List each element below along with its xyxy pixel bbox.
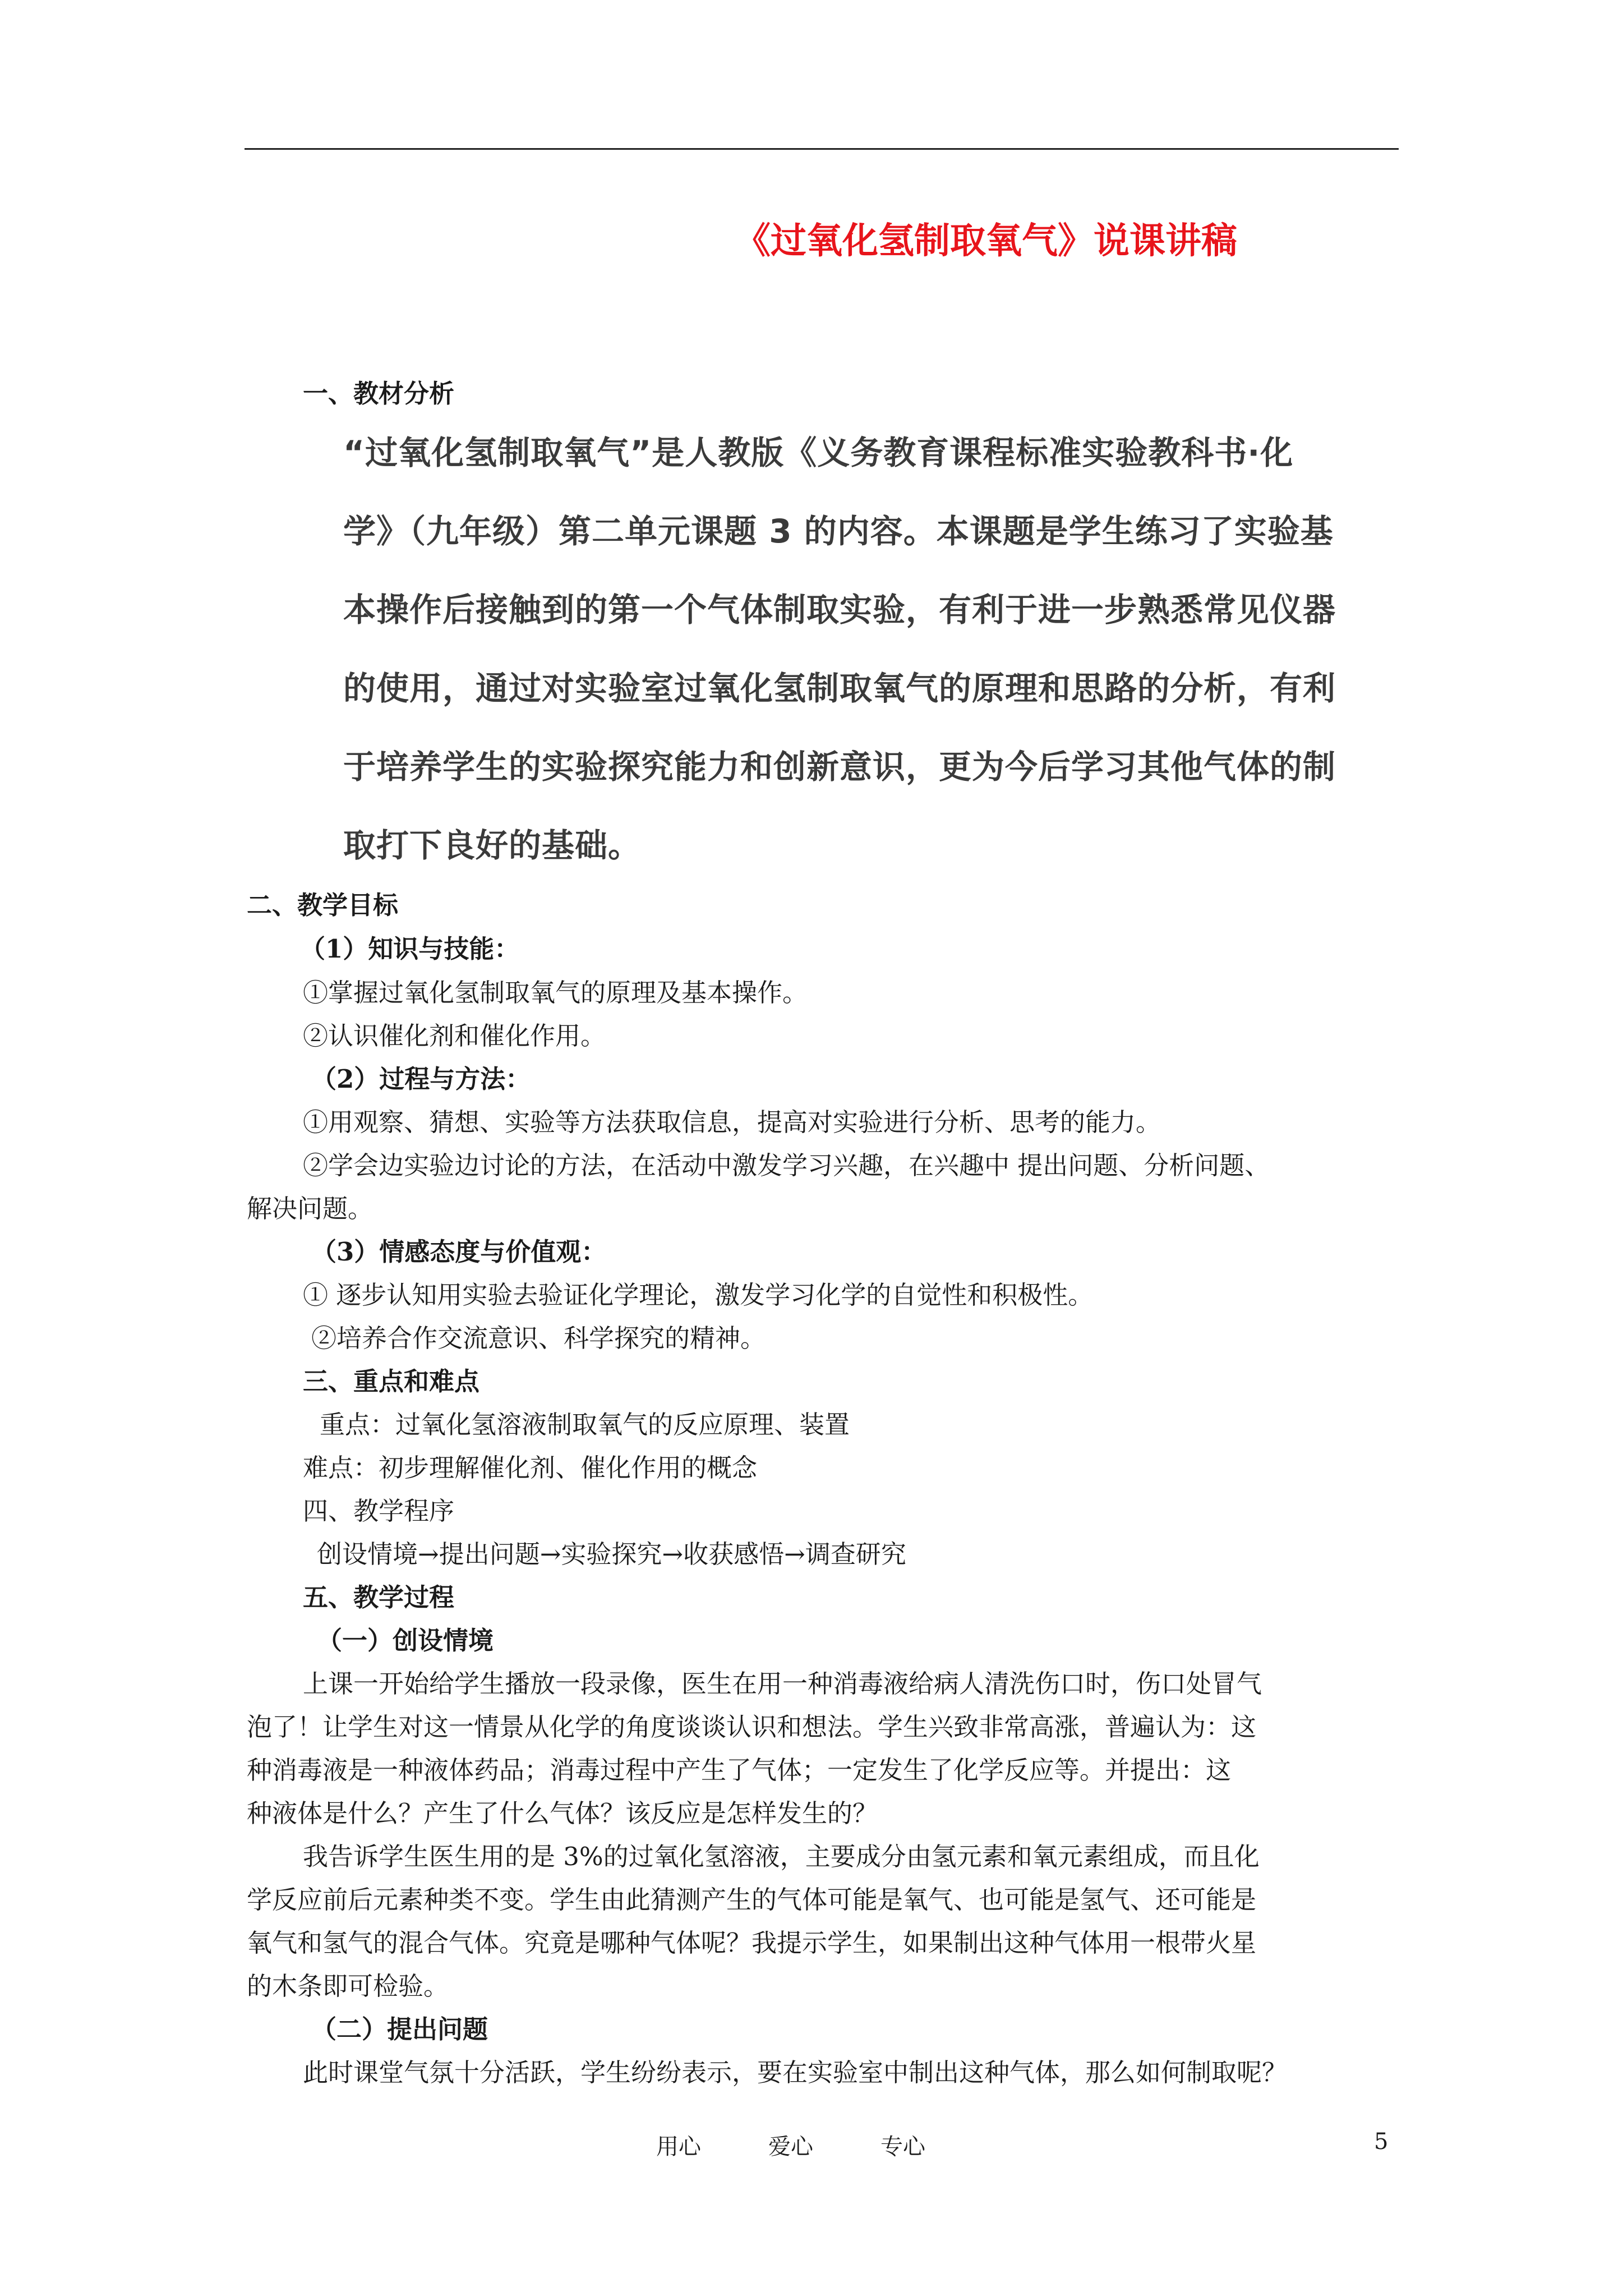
section1-line-5: 于培养学生的实验探究能力和创新意识，更为今后学习其他气体的制 [343,748,1336,786]
section5-para1-line-1: 上课一开始给学生播放一段录像，医生在用一种消毒液给病人清洗伤口时，伤口处冒气 [303,1669,1262,1699]
section1-heading: 一、教材分析 [303,379,455,408]
section4-flow: 创设情境→提出问题→实验探究→收获感悟→调查研究 [317,1539,906,1569]
section2-sub1-item-2: ②认识催化剂和催化作用。 [303,1021,606,1051]
section2-sub3-item-2: ②培养合作交流意识、科学探究的精神。 [311,1323,766,1353]
section2-sub2-item-2: ②学会边实验边讨论的方法，在活动中激发学习兴趣，在兴趣中 提出问题、分析问题、 [303,1151,1270,1180]
header-rule [245,148,1399,150]
section5-para1-line-4: 种液体是什么？产生了什么气体？该反应是怎样发生的？ [247,1798,878,1828]
page-number: 5 [1374,2129,1389,2155]
section5-part1: （一）创设情境 [317,1626,494,1655]
section2-sub1: （1）知识与技能： [300,934,520,964]
section2-sub3: （3）情感态度与价值观： [311,1237,607,1267]
section5-heading: 五、教学过程 [303,1582,455,1612]
section1-line-2: 学》（九年级）第二单元课题 3 的内容。本课题是学生练习了实验基 [343,512,1334,550]
section4-heading: 四、教学程序 [303,1496,455,1526]
section2-sub3-item-1: ① 逐步认知用实验去验证化学理论，激发学习化学的自觉性和积极性。 [303,1280,1094,1310]
section3-key: 重点：过氧化氢溶液制取氧气的反应原理、装置 [320,1410,850,1439]
section2-sub2-item-1: ①用观察、猜想、实验等方法获取信息，提高对实验进行分析、思考的能力。 [303,1107,1161,1137]
section5-para2-line-4: 的木条即可检验。 [247,1971,449,2001]
section3-heading: 三、重点和难点 [303,1366,480,1396]
section5-para2-line-1: 我告诉学生医生用的是 3%的过氧化氢溶液，主要成分由氢元素和氧元素组成，而且化 [303,1842,1260,1871]
section5-para3: 此时课堂气氛十分活跃，学生纷纷表示，要在实验室中制出这种气体，那么如何制取呢？ [303,2058,1288,2087]
section1-line-3: 本操作后接触到的第一个气体制取实验，有利于进一步熟悉常见仪器 [343,591,1336,629]
footer-word-3: 专心 [880,2134,925,2160]
section2-heading: 二、教学目标 [247,890,399,920]
section1-line-1: “过氧化氢制取氧气”是人教版《义务教育课程标准实验教科书·化 [343,434,1294,472]
footer-word-2: 爱心 [768,2134,813,2160]
section1-line-6: 取打下良好的基础。 [343,826,642,864]
section5-para2-line-3: 氧气和氢气的混合气体。究竟是哪种气体呢？我提示学生，如果制出这种气体用一根带火星 [247,1928,1257,1958]
section2-sub2-item-2-cont: 解决问题。 [247,1194,374,1223]
page-title: 《过氧化氢制取氧气》说课讲稿 [735,220,1237,262]
footer-word-1: 用心 [656,2134,701,2160]
section2-sub2: （2）过程与方法： [311,1064,531,1094]
section5-para1-line-2: 泡了！让学生对这一情景从化学的角度谈谈认识和想法。学生兴致非常高涨，普遍认为：这 [247,1712,1257,1742]
section2-sub1-item-1: ①掌握过氧化氢制取氧气的原理及基本操作。 [303,978,808,1007]
section1-line-4: 的使用，通过对实验室过氧化氢制取氧气的原理和思路的分析，有利 [343,669,1336,707]
section5-para1-line-3: 种消毒液是一种液体药品；消毒过程中产生了气体；一定发生了化学反应等。并提出：这 [247,1755,1232,1785]
section3-difficulty: 难点：初步理解催化剂、催化作用的概念 [303,1453,758,1483]
section5-para2-line-2: 学反应前后元素种类不变。学生由此猜测产生的气体可能是氧气、也可能是氢气、还可能是 [247,1885,1257,1915]
section5-part2: （二）提出问题 [311,2014,488,2044]
